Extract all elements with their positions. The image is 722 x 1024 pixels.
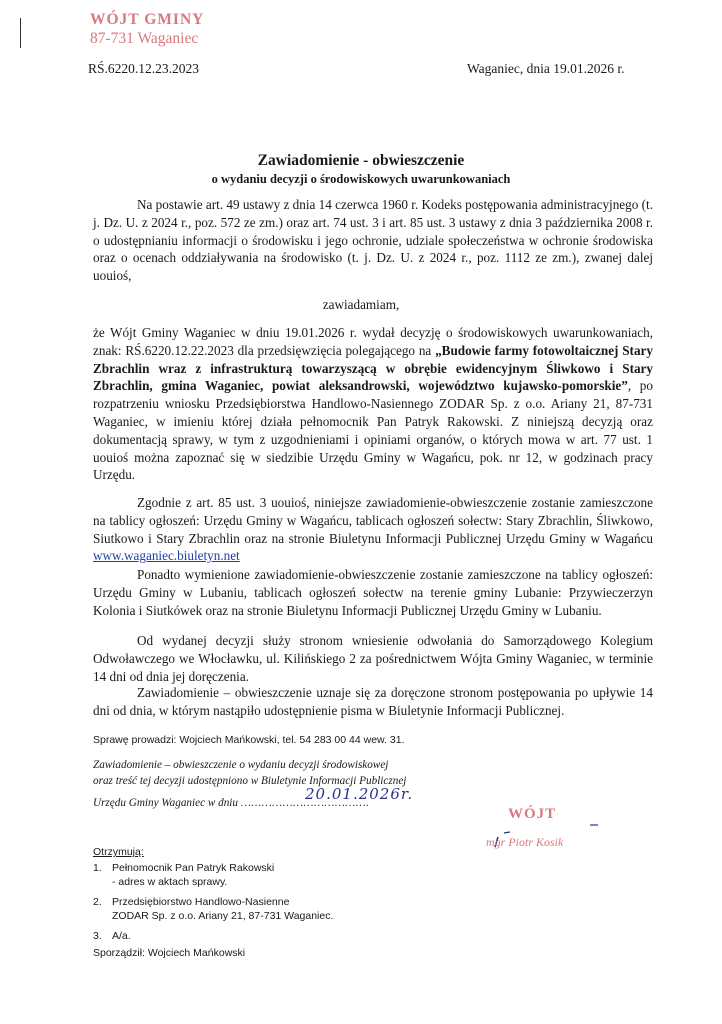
- note-line-2: oraz treść tej decyzji udostępniono w Biuletynie Informacji Publicznej: [93, 775, 407, 787]
- recipient-sub: - adres w aktach sprawy.: [112, 876, 228, 888]
- signature-stamp: WÓJT: [508, 806, 557, 822]
- announce-word: zawiadamiam,: [322, 297, 400, 312]
- appeal-paragraph: Od wydanej decyzji służy stronom wniesienie odwołania do Samorządowego Kolegium Odwoławczego we Włocławku, ul. Kilińskiego 2 za pośrednictwem Wójta Gminy Waganiec, w terminie 14 dni od dnia jej doręczenia.: [93, 633, 653, 684]
- recipient-num: 3.: [93, 930, 102, 942]
- recipient-text: Pełnomocnik Pan Patryk Rakowski: [112, 862, 275, 874]
- contact-line: Sprawę prowadzi: Wojciech Mańkowski, tel. 54 283 00 44 wew. 31.: [93, 734, 405, 746]
- publication-note: [93, 757, 414, 811]
- lubanie-paragraph: Ponadto wymienione zawiadomienie-obwieszczenie zostanie zamieszczone na tablicy ogłoszeń: Urzędu Gminy w Lubaniu, tablicach ogłoszeń sołectw na terenie gminy Lubanie: Przywieczerzyn Kolonia i Siutkówek oraz na stronie Biuletynu Informacji Publicznej Urzędu Gminy w Lubaniu.: [93, 567, 653, 618]
- recipients-header: Otrzymują:: [93, 846, 144, 858]
- handwritten-date: 20.01.2026r.: [305, 785, 414, 803]
- publication-paragraph: [93, 494, 653, 565]
- recipient-item: [93, 861, 513, 889]
- recipient-sub: ZODAR Sp. z o.o. Ariany 21, 87-731 Waganiec.: [112, 910, 334, 922]
- reference-number: RŚ.6220.12.23.2023: [88, 61, 200, 76]
- note-line-3: [93, 785, 414, 811]
- signatory-name: mgr Piotr Kosik: [486, 835, 564, 849]
- main-text-part-1: że Wójt Gminy Waganiec w dniu 19.01.2026 r. wydał decyzję o środowiskowych uwarunkowaniach, znak: RŚ.6220.12.22.2023 dla przedsięwzięcia polegającego na: [93, 325, 653, 358]
- intro-paragraph: Na postawie art. 49 ustawy z dnia 14 czerwca 1960 r. Kodeks postępowania administracyjnego (t. j. Dz. U. z 2024 r., poz. 572 ze zm.) oraz art. 74 ust. 3 i art. 85 ust. 3 ustawy z dnia 3 października 2008 r. o udostępnianiu informacji o środowisku i jego ochronie, udziale społeczeństwa w ochronie środowiska oraz o ocenach oddziaływania na środowisko (t. j. Dz. U. z 2024 r., poz. 1112 ze zm.), zwanej dalej uouioś,: [93, 197, 653, 284]
- bip-link[interactable]: www.waganiec.biuletyn.net: [93, 548, 240, 564]
- recipient-text: A/a.: [112, 930, 131, 942]
- scan-edge-mark: [20, 18, 21, 48]
- recipient-num: 2.: [93, 896, 102, 908]
- note-line-1: Zawiadomienie – obwieszczenie o wydaniu decyzji środowiskowej: [93, 759, 389, 771]
- office-stamp: [90, 10, 204, 48]
- recipient-num: 1.: [93, 862, 102, 874]
- main-paragraph: [93, 324, 653, 484]
- recipient-item: [93, 895, 513, 923]
- delivery-paragraph: Zawiadomienie – obwieszczenie uznaje się za doręczone stronom postępowania po upływie 14 dni od dnia, w którym nastąpiło udostępnienie pisma w Biuletynie Informacji Publicznej.: [93, 685, 653, 718]
- prepared-by: Sporządził: Wojciech Mańkowski: [93, 947, 246, 959]
- recipient-item: [93, 929, 513, 943]
- project-name: „Budowie farmy fotowoltaicznej Stary Zbrachlin wraz z infrastrukturą towarzyszącą w obrębie ewidencyjnym Śliwkowo i Stary Zbrachlin, gmina Waganiec, powiat aleksandrowski, województwo kujawsko-pomorskie”: [93, 342, 653, 394]
- stamp-line-2: 87-731 Waganiec: [90, 30, 199, 47]
- main-text-part-2: , po rozpatrzeniu wniosku Przedsiębiorstwa Handlowo-Nasiennego ZODAR Sp. z o.o. Ariany 21, 87-731 Waganiec, w imieniu której działa pełnomocnik Pan Patryk Rakowski. Z niniejszą decyzją oraz dokumentacją sprawy, w tym z uzgodnieniami i opiniami organów, o których mowa w art. 77 ust. 1 uouioś można zapoznać się w siedzibie Urzędu Gminy w Wagańcu, pok. nr 12, w godzinach pracy Urzędu.: [93, 378, 653, 483]
- note-dots: ……………………………….: [240, 797, 370, 809]
- recipient-text: Przedsiębiorstwo Handlowo-Nasienne: [112, 896, 290, 908]
- note-line-3-text: Urzędu Gminy Waganiec w dniu: [93, 797, 241, 809]
- stamp-line-1: WÓJT GMINY: [90, 11, 205, 28]
- publication-text: Zgodnie z art. 85 ust. 3 uouioś, niniejsze zawiadomienie-obwieszczenie zostanie zamieszczone na tablicy ogłoszeń: Urzędu Gminy w Wagańcu, tablicach ogłoszeń sołectw: Stary Zbrachlin, Śliwkowo, Siutkowo i Stary Zbrachlin oraz na stronie Biuletynu Informacji Publicznej Urzędu Gminy w Wagańcu: [93, 495, 653, 546]
- document-subtitle: o wydaniu decyzji o środowiskowych uwarunkowaniach: [211, 172, 511, 186]
- document-title: Zawiadomienie - obwieszczenie: [257, 152, 465, 169]
- recipients-list: [93, 846, 513, 959]
- place-date: Waganiec, dnia 19.01.2026 r.: [467, 61, 625, 76]
